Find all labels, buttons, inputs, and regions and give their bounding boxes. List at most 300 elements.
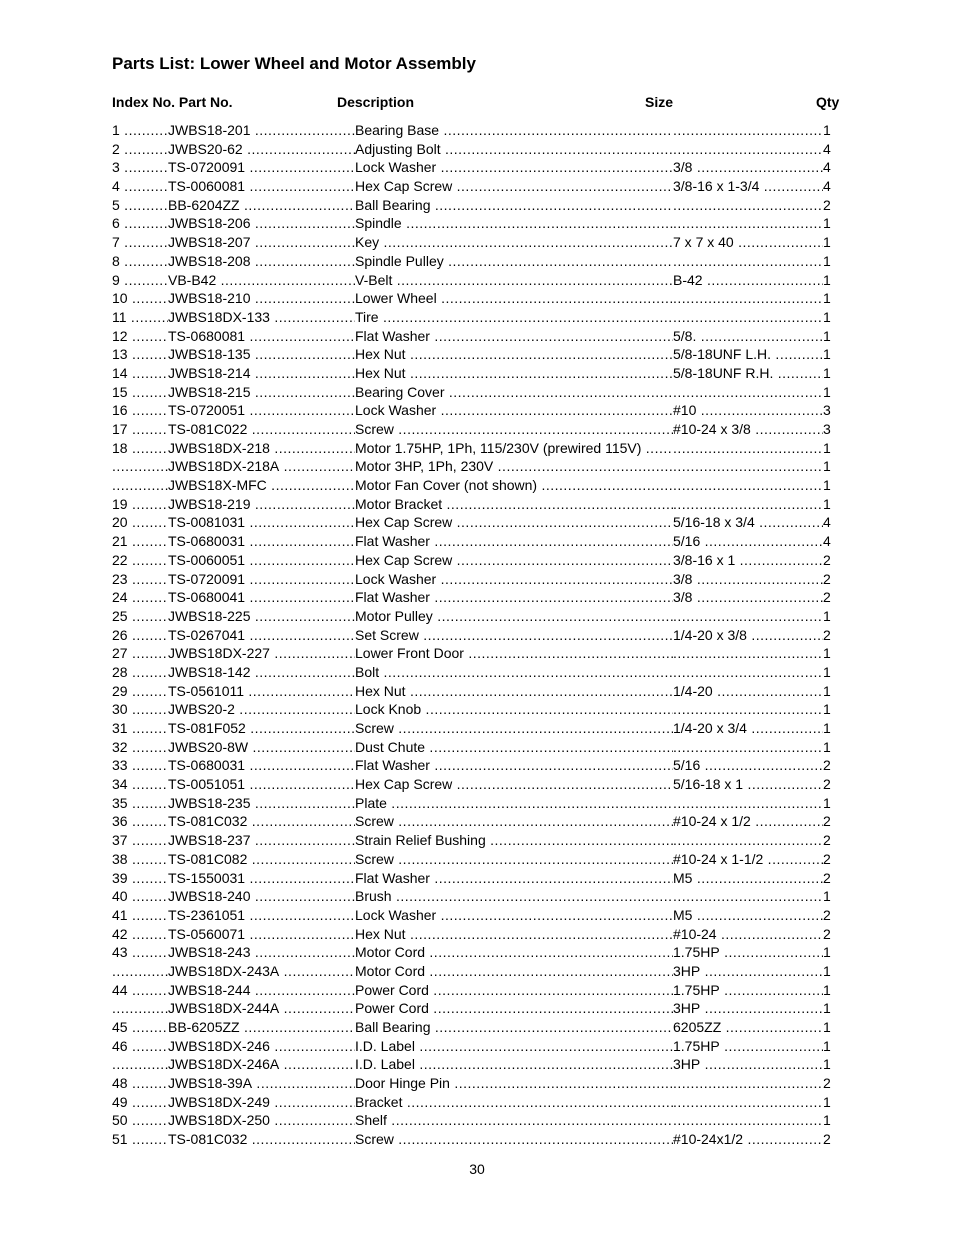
parts-table bbox=[0, 121, 954, 1149]
index-cell: 2 ..... bbox=[112, 140, 168, 159]
qty-cell: 1 bbox=[823, 607, 831, 624]
table-row bbox=[0, 943, 954, 962]
index-cell bbox=[112, 476, 168, 495]
size-cell: 5/16 ..... bbox=[673, 756, 823, 775]
index-cell: 15 ..... bbox=[112, 383, 168, 402]
index-cell: 48 ..... bbox=[112, 1074, 168, 1093]
qty-cell: 1 bbox=[823, 720, 831, 736]
size-cell bbox=[673, 476, 823, 495]
description-cell: Power Cord ..... bbox=[355, 999, 673, 1018]
index-cell: 1 ..... bbox=[112, 121, 168, 140]
part-number-cell: BB-6204ZZ ..... bbox=[168, 196, 355, 215]
index-cell: 28 ..... bbox=[112, 663, 168, 682]
qty-cell: 4 bbox=[823, 533, 831, 550]
part-number-cell: TS-0720091 ..... bbox=[168, 570, 355, 589]
table-row bbox=[0, 1055, 954, 1074]
part-number-cell: TS-081C032 ..... bbox=[168, 1130, 355, 1149]
index-cell: 26 ..... bbox=[112, 626, 168, 645]
table-row bbox=[0, 663, 954, 682]
description-cell: Spindle ..... bbox=[355, 214, 673, 233]
qty-cell: 2 bbox=[823, 776, 831, 793]
part-number-cell: JWBS18-214 ..... bbox=[168, 364, 355, 383]
table-row bbox=[0, 252, 954, 271]
index-cell: 19 ..... bbox=[112, 495, 168, 514]
index-cell: 37 ..... bbox=[112, 831, 168, 850]
description-cell: Power Cord ..... bbox=[355, 981, 673, 1000]
size-cell bbox=[673, 738, 823, 757]
part-number-cell: JWBS18-208 ..... bbox=[168, 252, 355, 271]
description-cell: Shelf ..... bbox=[355, 1111, 673, 1130]
description-cell: Dust Chute ..... bbox=[355, 738, 673, 757]
index-cell: 34 ..... bbox=[112, 775, 168, 794]
part-number-cell: JWBS18-225 ..... bbox=[168, 607, 355, 626]
size-cell: 3/8-16 x 1 ..... bbox=[673, 551, 823, 570]
part-number-cell: JWBS18DX-133 ..... bbox=[168, 308, 355, 327]
qty-cell: 1 bbox=[823, 1112, 831, 1129]
index-cell: 4 ..... bbox=[112, 177, 168, 196]
part-number-cell: TS-0060081 ..... bbox=[168, 177, 355, 196]
table-row bbox=[0, 532, 954, 551]
index-cell: 46 ..... bbox=[112, 1037, 168, 1056]
qty-cell: 3 bbox=[823, 402, 831, 419]
description-cell: Strain Relief Bushing ..... bbox=[355, 831, 673, 850]
table-row bbox=[0, 812, 954, 831]
index-cell: 20 ..... bbox=[112, 513, 168, 532]
description-cell: Lock Washer ..... bbox=[355, 570, 673, 589]
table-row bbox=[0, 981, 954, 1000]
size-cell: 5/8-18UNF L.H. ..... bbox=[673, 345, 823, 364]
part-number-cell: TS-0051051 ..... bbox=[168, 775, 355, 794]
qty-cell: 1 bbox=[823, 252, 831, 269]
table-row bbox=[0, 233, 954, 252]
qty-cell: 1 bbox=[823, 1000, 831, 1017]
size-cell: 5/16-18 x 3/4 ..... bbox=[673, 513, 823, 532]
size-cell: 7 x 7 x 40 ..... bbox=[673, 233, 823, 252]
description-cell: Lower Front Door ..... bbox=[355, 644, 673, 663]
size-cell: 3/8 ..... bbox=[673, 588, 823, 607]
size-cell bbox=[673, 196, 823, 215]
part-number-cell: JWBS18DX-249 ..... bbox=[168, 1093, 355, 1112]
index-cell: 17 ..... bbox=[112, 420, 168, 439]
table-row bbox=[0, 869, 954, 888]
table-row bbox=[0, 1093, 954, 1112]
index-cell: 10 ..... bbox=[112, 289, 168, 308]
part-number-cell: JWBS18DX-227 ..... bbox=[168, 644, 355, 663]
part-number-cell: TS-0680031 ..... bbox=[168, 532, 355, 551]
qty-cell: 1 bbox=[823, 738, 831, 755]
qty-cell: 1 bbox=[823, 794, 831, 811]
part-number-cell: TS-0081031 ..... bbox=[168, 513, 355, 532]
index-cell: 24 ..... bbox=[112, 588, 168, 607]
table-row bbox=[0, 140, 954, 159]
size-cell: 1/4-20 x 3/4 ..... bbox=[673, 719, 823, 738]
size-cell bbox=[673, 289, 823, 308]
size-cell bbox=[673, 644, 823, 663]
part-number-cell: TS-0561011 ..... bbox=[168, 682, 355, 701]
qty-cell: 2 bbox=[823, 1075, 831, 1092]
qty-cell: 1 bbox=[823, 1019, 831, 1035]
description-cell: Ball Bearing ..... bbox=[355, 196, 673, 215]
header-index-part: Index No. Part No. bbox=[112, 94, 233, 110]
part-number-cell: JWBS18-206 ..... bbox=[168, 214, 355, 233]
table-row bbox=[0, 850, 954, 869]
index-cell: 22 ..... bbox=[112, 551, 168, 570]
index-cell: 25 ..... bbox=[112, 607, 168, 626]
table-row bbox=[0, 457, 954, 476]
index-cell: 38 ..... bbox=[112, 850, 168, 869]
table-row bbox=[0, 644, 954, 663]
size-cell bbox=[673, 663, 823, 682]
qty-cell: 1 bbox=[823, 271, 831, 288]
description-cell: Plate ..... bbox=[355, 794, 673, 813]
description-cell: I.D. Label ..... bbox=[355, 1055, 673, 1074]
description-cell: Motor 3HP, 1Ph, 230V ..... bbox=[355, 457, 673, 476]
table-row bbox=[0, 364, 954, 383]
index-cell: 49 ..... bbox=[112, 1093, 168, 1112]
size-cell bbox=[673, 495, 823, 514]
index-cell: 11 ..... bbox=[112, 308, 168, 327]
part-number-cell: JWBS20-2 ..... bbox=[168, 700, 355, 719]
index-cell: 32 ..... bbox=[112, 738, 168, 757]
size-cell: 3HP ..... bbox=[673, 999, 823, 1018]
part-number-cell: TS-0720091 ..... bbox=[168, 158, 355, 177]
size-cell bbox=[673, 831, 823, 850]
qty-cell: 2 bbox=[823, 589, 831, 606]
index-cell: 30 ..... bbox=[112, 700, 168, 719]
table-row bbox=[0, 345, 954, 364]
qty-cell: 1 bbox=[823, 308, 831, 325]
index-cell: 51 ..... bbox=[112, 1130, 168, 1149]
table-row bbox=[0, 1018, 954, 1037]
table-row bbox=[0, 513, 954, 532]
index-cell: 14 ..... bbox=[112, 364, 168, 383]
part-number-cell: JWBS18DX-243A ..... bbox=[168, 962, 355, 981]
description-cell: Flat Washer ..... bbox=[355, 756, 673, 775]
part-number-cell: TS-0060051 ..... bbox=[168, 551, 355, 570]
index-cell: 6 ..... bbox=[112, 214, 168, 233]
size-cell bbox=[673, 887, 823, 906]
table-row bbox=[0, 738, 954, 757]
size-cell bbox=[673, 794, 823, 813]
description-cell: Hex Nut ..... bbox=[355, 682, 673, 701]
qty-cell: 1 bbox=[823, 888, 831, 905]
qty-cell: 1 bbox=[823, 234, 831, 251]
qty-cell: 1 bbox=[823, 701, 831, 718]
part-number-cell: TS-0680081 ..... bbox=[168, 327, 355, 346]
table-row bbox=[0, 121, 954, 140]
table-row bbox=[0, 925, 954, 944]
index-cell: 12 ..... bbox=[112, 327, 168, 346]
description-cell: Lock Washer ..... bbox=[355, 158, 673, 177]
table-row bbox=[0, 570, 954, 589]
part-number-cell: TS-081C022 ..... bbox=[168, 420, 355, 439]
table-row bbox=[0, 551, 954, 570]
size-cell: #10-24 x 3/8 ..... bbox=[673, 420, 823, 439]
size-cell bbox=[673, 1074, 823, 1093]
qty-cell: 2 bbox=[823, 1131, 831, 1148]
description-cell: Flat Washer ..... bbox=[355, 327, 673, 346]
description-cell: Tire ..... bbox=[355, 308, 673, 327]
description-cell: Hex Cap Screw ..... bbox=[355, 775, 673, 794]
size-cell: 3/8 ..... bbox=[673, 158, 823, 177]
part-number-cell: JWBS18-201 ..... bbox=[168, 121, 355, 140]
table-row bbox=[0, 177, 954, 196]
qty-cell: 1 bbox=[823, 439, 831, 456]
part-number-cell: JWBS18-39A ..... bbox=[168, 1074, 355, 1093]
table-row bbox=[0, 196, 954, 215]
size-cell: #10-24 x 1-1/2 ..... bbox=[673, 850, 823, 869]
size-cell bbox=[673, 140, 823, 159]
index-cell: 44 ..... bbox=[112, 981, 168, 1000]
index-cell: 39 ..... bbox=[112, 869, 168, 888]
header-qty: Qty bbox=[816, 94, 840, 110]
description-cell: Flat Washer ..... bbox=[355, 588, 673, 607]
size-cell: M5 ..... bbox=[673, 869, 823, 888]
qty-cell: 1 bbox=[823, 290, 831, 307]
description-cell: Motor Cord ..... bbox=[355, 962, 673, 981]
size-cell: 5/8-18UNF R.H. ..... bbox=[673, 364, 823, 383]
table-row bbox=[0, 214, 954, 233]
description-cell: Flat Washer ..... bbox=[355, 869, 673, 888]
header-description: Description bbox=[337, 94, 415, 110]
qty-cell: 2 bbox=[823, 925, 831, 942]
part-number-cell: TS-081F052 ..... bbox=[168, 719, 355, 738]
part-number-cell: JWBS18-142 ..... bbox=[168, 663, 355, 682]
index-cell: 5 ..... bbox=[112, 196, 168, 215]
index-cell bbox=[112, 962, 168, 981]
qty-cell: 1 bbox=[823, 364, 831, 381]
index-cell: 16 ..... bbox=[112, 401, 168, 420]
table-row bbox=[0, 962, 954, 981]
table-row bbox=[0, 158, 954, 177]
table-row bbox=[0, 831, 954, 850]
qty-cell: 1 bbox=[823, 682, 831, 699]
qty-cell: 1 bbox=[823, 981, 831, 998]
description-cell: Bearing Base ..... bbox=[355, 121, 673, 140]
description-cell: Hex Nut ..... bbox=[355, 364, 673, 383]
table-row bbox=[0, 756, 954, 775]
index-cell bbox=[112, 1055, 168, 1074]
part-number-cell: TS-1550031 ..... bbox=[168, 869, 355, 888]
table-row bbox=[0, 719, 954, 738]
size-cell: 1/4-20 x 3/8 ..... bbox=[673, 626, 823, 645]
description-cell: Set Screw ..... bbox=[355, 626, 673, 645]
size-cell bbox=[673, 308, 823, 327]
description-cell: Bearing Cover ..... bbox=[355, 383, 673, 402]
description-cell: Brush ..... bbox=[355, 887, 673, 906]
index-cell: 7 ..... bbox=[112, 233, 168, 252]
index-cell: 23 ..... bbox=[112, 570, 168, 589]
part-number-cell: JWBS18-237 ..... bbox=[168, 831, 355, 850]
description-cell: Hex Cap Screw ..... bbox=[355, 513, 673, 532]
qty-cell: 1 bbox=[823, 327, 831, 344]
size-cell: #10-24 x 1/2 ..... bbox=[673, 812, 823, 831]
description-cell: Key ..... bbox=[355, 233, 673, 252]
size-cell: 3/8 ..... bbox=[673, 570, 823, 589]
size-cell: 6205ZZ ..... bbox=[673, 1018, 823, 1037]
table-row bbox=[0, 1130, 954, 1149]
description-cell: Motor Pulley ..... bbox=[355, 607, 673, 626]
size-cell: 5/16-18 x 1 ..... bbox=[673, 775, 823, 794]
part-number-cell: JWBS18-135 ..... bbox=[168, 345, 355, 364]
description-cell: Screw ..... bbox=[355, 1130, 673, 1149]
index-cell: 42 ..... bbox=[112, 925, 168, 944]
size-cell bbox=[673, 1111, 823, 1130]
description-cell: Screw ..... bbox=[355, 420, 673, 439]
part-number-cell: JWBS18-215 ..... bbox=[168, 383, 355, 402]
description-cell: Hex Nut ..... bbox=[355, 925, 673, 944]
table-row bbox=[0, 700, 954, 719]
qty-cell: 1 bbox=[823, 944, 831, 961]
qty-cell: 2 bbox=[823, 832, 831, 849]
description-cell: V-Belt ..... bbox=[355, 271, 673, 290]
table-row bbox=[0, 476, 954, 495]
size-cell bbox=[673, 457, 823, 476]
qty-cell: 3 bbox=[823, 421, 831, 437]
table-row bbox=[0, 626, 954, 645]
size-cell: 3HP ..... bbox=[673, 1055, 823, 1074]
description-cell: Lock Knob ..... bbox=[355, 700, 673, 719]
part-number-cell: TS-0680041 ..... bbox=[168, 588, 355, 607]
size-cell bbox=[673, 214, 823, 233]
qty-cell: 1 bbox=[823, 1093, 831, 1110]
description-cell: Hex Nut ..... bbox=[355, 345, 673, 364]
table-row bbox=[0, 383, 954, 402]
part-number-cell: TS-0720051 ..... bbox=[168, 401, 355, 420]
part-number-cell: JWBS18DX-246A ..... bbox=[168, 1055, 355, 1074]
size-cell: #10 ..... bbox=[673, 401, 823, 420]
index-cell: 50 ..... bbox=[112, 1111, 168, 1130]
index-cell: 45 ..... bbox=[112, 1018, 168, 1037]
page-title: Parts List: Lower Wheel and Motor Assembly bbox=[112, 54, 476, 73]
index-cell: 31 ..... bbox=[112, 719, 168, 738]
page-number: 30 bbox=[469, 1161, 485, 1177]
size-cell bbox=[673, 700, 823, 719]
size-cell: 3HP ..... bbox=[673, 962, 823, 981]
part-number-cell: JWBS18-207 ..... bbox=[168, 233, 355, 252]
size-cell: 1.75HP ..... bbox=[673, 1037, 823, 1056]
table-row bbox=[0, 439, 954, 458]
size-cell bbox=[673, 383, 823, 402]
table-row bbox=[0, 289, 954, 308]
qty-cell: 1 bbox=[823, 1037, 831, 1054]
qty-cell: 1 bbox=[823, 383, 831, 400]
qty-cell: 4 bbox=[823, 140, 831, 157]
size-cell: 3/8-16 x 1-3/4 ..... bbox=[673, 177, 823, 196]
description-cell: Door Hinge Pin ..... bbox=[355, 1074, 673, 1093]
description-cell: Motor Bracket ..... bbox=[355, 495, 673, 514]
size-cell: 1/4-20 ..... bbox=[673, 682, 823, 701]
part-number-cell: JWBS20-8W ..... bbox=[168, 738, 355, 757]
index-cell: 21 ..... bbox=[112, 532, 168, 551]
part-number-cell: JWBS18DX-246 ..... bbox=[168, 1037, 355, 1056]
size-cell: 1.75HP ..... bbox=[673, 943, 823, 962]
index-cell bbox=[112, 999, 168, 1018]
qty-cell: 1 bbox=[823, 346, 831, 363]
qty-cell: 2 bbox=[823, 196, 831, 213]
part-number-cell: TS-2361051 ..... bbox=[168, 906, 355, 925]
size-cell bbox=[673, 1093, 823, 1112]
size-cell bbox=[673, 607, 823, 626]
table-row bbox=[0, 588, 954, 607]
qty-cell: 1 bbox=[823, 645, 831, 662]
description-cell: Lock Washer ..... bbox=[355, 906, 673, 925]
index-cell: 35 ..... bbox=[112, 794, 168, 813]
part-number-cell: JWBS18-244 ..... bbox=[168, 981, 355, 1000]
index-cell: 41 ..... bbox=[112, 906, 168, 925]
qty-cell: 1 bbox=[823, 962, 831, 979]
part-number-cell: TS-081C032 ..... bbox=[168, 812, 355, 831]
qty-cell: 2 bbox=[823, 626, 831, 643]
index-cell: 33 ..... bbox=[112, 756, 168, 775]
qty-cell: 1 bbox=[823, 495, 831, 512]
size-cell bbox=[673, 121, 823, 140]
index-cell: 8 ..... bbox=[112, 252, 168, 271]
table-row bbox=[0, 682, 954, 701]
size-cell: #10-24x1/2 ..... bbox=[673, 1130, 823, 1149]
description-cell: Flat Washer ..... bbox=[355, 532, 673, 551]
index-cell: 29 ..... bbox=[112, 682, 168, 701]
description-cell: Hex Cap Screw ..... bbox=[355, 177, 673, 196]
size-cell: 5/16 ..... bbox=[673, 532, 823, 551]
part-number-cell: JWBS18-240 ..... bbox=[168, 887, 355, 906]
index-cell: 36 ..... bbox=[112, 812, 168, 831]
description-cell: Screw ..... bbox=[355, 719, 673, 738]
part-number-cell: JWBS18DX-244A ..... bbox=[168, 999, 355, 1018]
table-row bbox=[0, 495, 954, 514]
description-cell: Hex Cap Screw ..... bbox=[355, 551, 673, 570]
description-cell: Screw ..... bbox=[355, 850, 673, 869]
index-cell: 13 ..... bbox=[112, 345, 168, 364]
part-number-cell: JWBS18DX-218 ..... bbox=[168, 439, 355, 458]
qty-cell: 1 bbox=[823, 477, 831, 494]
qty-cell: 2 bbox=[823, 757, 831, 774]
index-cell bbox=[112, 457, 168, 476]
size-cell: M5 ..... bbox=[673, 906, 823, 925]
table-row bbox=[0, 887, 954, 906]
part-number-cell: TS-0680031 ..... bbox=[168, 756, 355, 775]
part-number-cell: JWBS18-235 ..... bbox=[168, 794, 355, 813]
table-row bbox=[0, 794, 954, 813]
description-cell: Lower Wheel ..... bbox=[355, 289, 673, 308]
size-cell bbox=[673, 439, 823, 458]
table-row bbox=[0, 271, 954, 290]
index-cell: 43 ..... bbox=[112, 943, 168, 962]
index-cell: 3 ..... bbox=[112, 158, 168, 177]
part-number-cell: TS-081C082 ..... bbox=[168, 850, 355, 869]
part-number-cell: TS-0267041 ..... bbox=[168, 626, 355, 645]
index-cell: 27 ..... bbox=[112, 644, 168, 663]
table-row bbox=[0, 607, 954, 626]
part-number-cell: TS-0560071 ..... bbox=[168, 925, 355, 944]
table-row bbox=[0, 999, 954, 1018]
qty-cell: 4 bbox=[823, 178, 831, 195]
index-cell: 40 ..... bbox=[112, 887, 168, 906]
table-row bbox=[0, 327, 954, 346]
qty-cell: 2 bbox=[823, 813, 831, 830]
description-cell: Bracket ..... bbox=[355, 1093, 673, 1112]
table-row bbox=[0, 1037, 954, 1056]
table-row bbox=[0, 1111, 954, 1130]
part-number-cell: BB-6205ZZ ..... bbox=[168, 1018, 355, 1037]
description-cell: Bolt ..... bbox=[355, 663, 673, 682]
description-cell: Motor Fan Cover (not shown) ..... bbox=[355, 476, 673, 495]
header-size: Size bbox=[645, 94, 674, 110]
qty-cell: 2 bbox=[823, 551, 831, 568]
part-number-cell: JWBS18DX-218A ..... bbox=[168, 457, 355, 476]
qty-cell: 4 bbox=[823, 159, 831, 176]
qty-cell: 1 bbox=[823, 663, 831, 680]
